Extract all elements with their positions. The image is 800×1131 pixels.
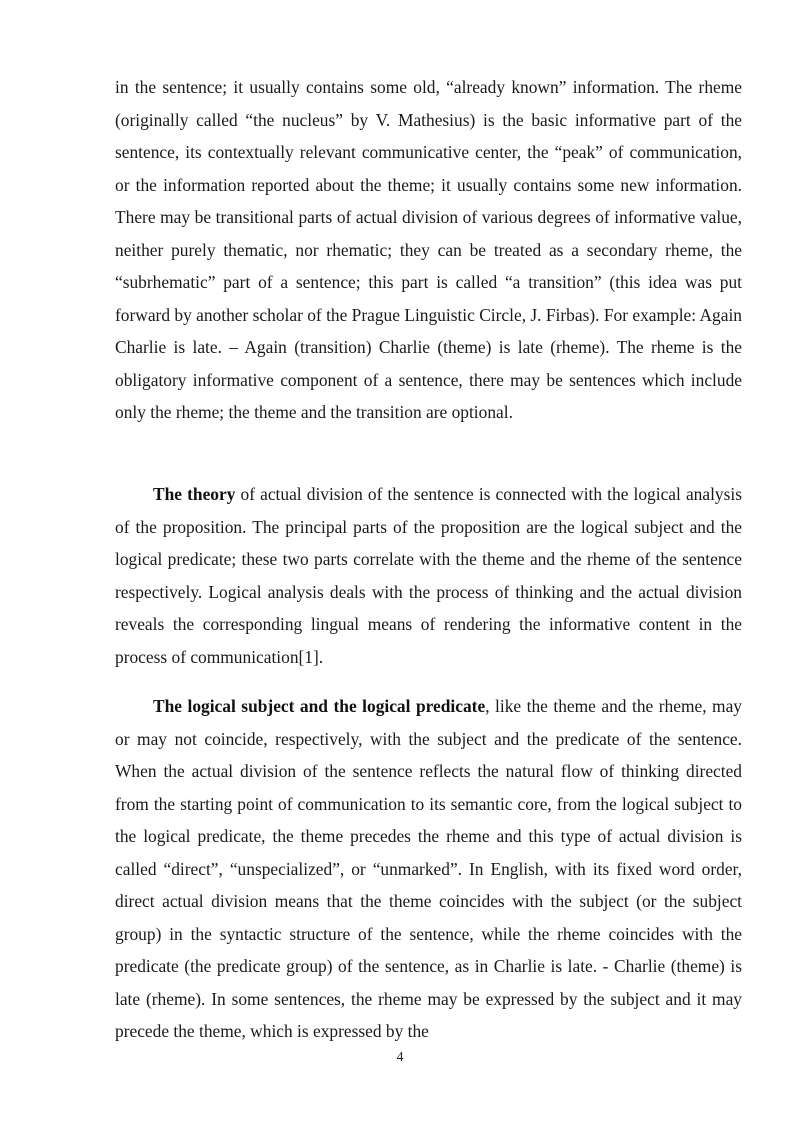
paragraph-text: in the sentence; it usually contains some old, “already known” information. The rheme (originally called “the nucleus” by V. Mathesius) is the basic informative part of the sentence, its contextually relevant communicative center, the “peak” of communication, or the information reported about the theme; it usually contains some new information. There may be transitional parts of actual division of various degrees of informative value, neither purely thematic, nor rhematic; they can be treated as a secondary rheme, the “subrhematic” part of a sentence; this part is called “a transition” (this idea was put forward by another scholar of the Prague Linguistic Circle, J. Firbas). For example: Again Charlie is late. – Again (transition) Charlie (theme) is late (rheme). The rheme is the obligatory informative component of a sentence, there may be sentences which include only the rheme; the theme and the transition are optional. <box>115 77 742 423</box>
paragraph-lead-bold: The logical subject and the logical predicate <box>153 696 486 716</box>
paragraph-text: of actual division of the sentence is connected with the logical analysis of the proposition. The principal parts of the proposition are the logical subject and the logical predicate; these two parts correlate with the theme and the rheme of the sentence respectively. Logical analysis deals with the process of thinking and the actual division reveals the corresponding lingual means of rendering the informative content in the process of communication[1]. <box>115 484 742 667</box>
paragraph-text: , like the theme and the rheme, may or may not coincide, respectively, with the subject and the predicate of the sentence. When the actual division of the sentence reflects the natural flow of thinking directed from the starting point of communication to its semantic core, from the logical subject to the logical predicate, the theme precedes the rheme and this type of actual division is called “direct”, “unspecialized”, or “unmarked”. In English, with its fixed word order, direct actual division means that the theme coincides with the subject (or the subject group) in the syntactic structure of the sentence, while the rheme coincides with the predicate (the predicate group) of the sentence, as in Charlie is late. - Charlie (theme) is late (rheme). In some sentences, the rheme may be expressed by the subject and it may precede the theme, which is expressed by the <box>115 696 742 1042</box>
paragraph-theory <box>115 478 742 673</box>
paragraph-logical-subject <box>115 690 742 1048</box>
paragraph-lead-bold: The theory <box>153 484 236 504</box>
page-number: 4 <box>396 1050 404 1065</box>
paragraph-theme-rheme <box>115 71 742 429</box>
